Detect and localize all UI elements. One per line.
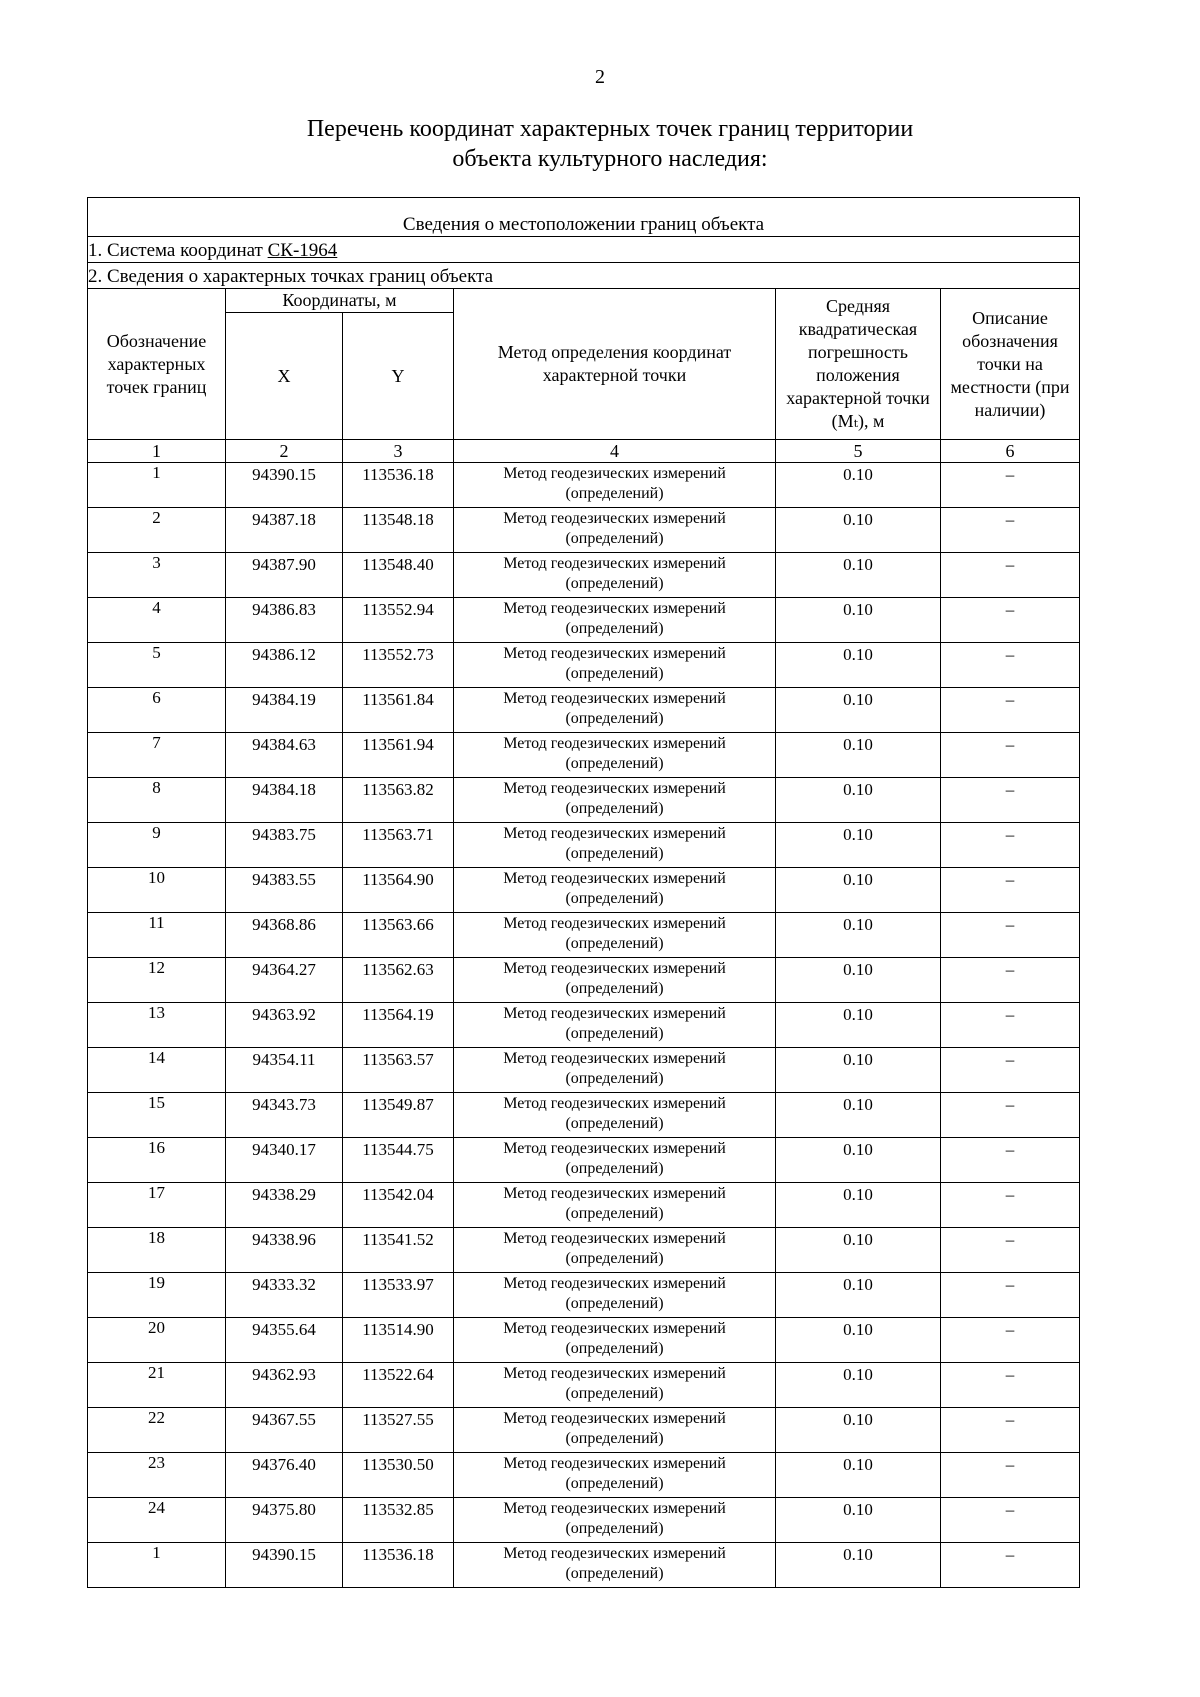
y-coordinate-cell: 113563.82: [343, 778, 454, 823]
y-coordinate-cell: 113527.55: [343, 1408, 454, 1453]
point-number-cell: 15: [88, 1093, 226, 1138]
table-row: [88, 688, 1080, 733]
accuracy-cell: 0.10: [776, 1273, 941, 1318]
method-cell: Метод геодезических измерений (определений): [454, 823, 776, 868]
y-coordinate-cell: 113548.18: [343, 508, 454, 553]
coordinates-table: [87, 197, 1080, 1588]
y-coordinate-cell: 113552.94: [343, 598, 454, 643]
header-accuracy: Средняя квадратическая погрешность положения характерной точки (Mₜ), м: [776, 289, 941, 440]
y-coordinate-cell: 113564.19: [343, 1003, 454, 1048]
table-row: [88, 733, 1080, 778]
method-cell: Метод геодезических измерений (определений): [454, 1498, 776, 1543]
point-number-cell: 12: [88, 958, 226, 1003]
description-cell: –: [941, 553, 1080, 598]
header-x: X: [226, 313, 343, 440]
y-coordinate-cell: 113562.63: [343, 958, 454, 1003]
x-coordinate-cell: 94364.27: [226, 958, 343, 1003]
accuracy-cell: 0.10: [776, 1183, 941, 1228]
x-coordinate-cell: 94340.17: [226, 1138, 343, 1183]
column-number: 2: [226, 440, 343, 463]
y-coordinate-cell: 113541.52: [343, 1228, 454, 1273]
description-cell: –: [941, 823, 1080, 868]
table-row: [88, 868, 1080, 913]
point-number-cell: 3: [88, 553, 226, 598]
x-coordinate-cell: 94387.90: [226, 553, 343, 598]
method-cell: Метод геодезических измерений (определений): [454, 1363, 776, 1408]
method-cell: Метод геодезических измерений (определений): [454, 1003, 776, 1048]
description-cell: –: [941, 643, 1080, 688]
table-row: [88, 1318, 1080, 1363]
header-description: Описание обозначения точки на местности (при наличии): [941, 289, 1080, 440]
x-coordinate-cell: 94355.64: [226, 1318, 343, 1363]
x-coordinate-cell: 94383.75: [226, 823, 343, 868]
coordinate-system-row: [88, 237, 1080, 263]
method-cell: Метод геодезических измерений (определений): [454, 1138, 776, 1183]
x-coordinate-cell: 94376.40: [226, 1453, 343, 1498]
y-coordinate-cell: 113563.57: [343, 1048, 454, 1093]
coordinate-system-label: 1. Система координат: [88, 240, 263, 261]
y-coordinate-cell: 113522.64: [343, 1363, 454, 1408]
x-coordinate-cell: 94384.19: [226, 688, 343, 733]
accuracy-cell: 0.10: [776, 1228, 941, 1273]
table-row: [88, 1093, 1080, 1138]
x-coordinate-cell: 94343.73: [226, 1093, 343, 1138]
x-coordinate-cell: 94386.83: [226, 598, 343, 643]
point-number-cell: 24: [88, 1498, 226, 1543]
description-cell: –: [941, 1003, 1080, 1048]
description-cell: –: [941, 868, 1080, 913]
y-coordinate-cell: 113561.94: [343, 733, 454, 778]
y-coordinate-cell: 113536.18: [343, 1543, 454, 1588]
point-number-cell: 14: [88, 1048, 226, 1093]
x-coordinate-cell: 94375.80: [226, 1498, 343, 1543]
point-number-cell: 5: [88, 643, 226, 688]
description-cell: –: [941, 1138, 1080, 1183]
point-number-cell: 13: [88, 1003, 226, 1048]
method-cell: Метод геодезических измерений (определений): [454, 1228, 776, 1273]
method-cell: Метод геодезических измерений (определений): [454, 1543, 776, 1588]
method-cell: Метод геодезических измерений (определений): [454, 913, 776, 958]
accuracy-cell: 0.10: [776, 1543, 941, 1588]
table-row: [88, 823, 1080, 868]
page-number: 2: [595, 66, 605, 88]
y-coordinate-cell: 113548.40: [343, 553, 454, 598]
x-coordinate-cell: 94368.86: [226, 913, 343, 958]
point-number-cell: 18: [88, 1228, 226, 1273]
accuracy-cell: 0.10: [776, 1048, 941, 1093]
point-number-cell: 17: [88, 1183, 226, 1228]
accuracy-cell: 0.10: [776, 823, 941, 868]
x-coordinate-cell: 94390.15: [226, 1543, 343, 1588]
accuracy-cell: 0.10: [776, 1093, 941, 1138]
description-cell: –: [941, 913, 1080, 958]
x-coordinate-cell: 94386.12: [226, 643, 343, 688]
x-coordinate-cell: 94333.32: [226, 1273, 343, 1318]
method-cell: Метод геодезических измерений (определений): [454, 688, 776, 733]
point-number-cell: 6: [88, 688, 226, 733]
table-row: [88, 643, 1080, 688]
method-cell: Метод геодезических измерений (определений): [454, 508, 776, 553]
y-coordinate-cell: 113549.87: [343, 1093, 454, 1138]
method-cell: Метод геодезических измерений (определений): [454, 778, 776, 823]
y-coordinate-cell: 113542.04: [343, 1183, 454, 1228]
x-coordinate-cell: 94354.11: [226, 1048, 343, 1093]
table-row: [88, 913, 1080, 958]
method-cell: Метод геодезических измерений (определений): [454, 553, 776, 598]
accuracy-cell: 0.10: [776, 868, 941, 913]
accuracy-cell: 0.10: [776, 1498, 941, 1543]
column-numbers-row: [88, 440, 1080, 463]
point-number-cell: 11: [88, 913, 226, 958]
header-coordinates: Координаты, м: [226, 289, 454, 313]
method-cell: Метод геодезических измерений (определений): [454, 1453, 776, 1498]
column-number: 5: [776, 440, 941, 463]
column-number: 6: [941, 440, 1080, 463]
x-coordinate-cell: 94363.92: [226, 1003, 343, 1048]
method-cell: Метод геодезических измерений (определений): [454, 598, 776, 643]
point-number-cell: 1: [88, 1543, 226, 1588]
table-row: [88, 1183, 1080, 1228]
x-coordinate-cell: 94384.18: [226, 778, 343, 823]
method-cell: Метод геодезических измерений (определений): [454, 1093, 776, 1138]
point-number-cell: 1: [88, 463, 226, 508]
x-coordinate-cell: 94390.15: [226, 463, 343, 508]
table-row: [88, 1453, 1080, 1498]
table-row: [88, 508, 1080, 553]
description-cell: –: [941, 1318, 1080, 1363]
table-row: [88, 598, 1080, 643]
x-coordinate-cell: 94367.55: [226, 1408, 343, 1453]
point-number-cell: 16: [88, 1138, 226, 1183]
document-title-line-2: объекта культурного наследия:: [452, 146, 768, 172]
method-cell: Метод геодезических измерений (определений): [454, 733, 776, 778]
y-coordinate-cell: 113530.50: [343, 1453, 454, 1498]
column-number: 3: [343, 440, 454, 463]
x-coordinate-cell: 94362.93: [226, 1363, 343, 1408]
description-cell: –: [941, 733, 1080, 778]
point-number-cell: 8: [88, 778, 226, 823]
table-row: [88, 553, 1080, 598]
description-cell: –: [941, 463, 1080, 508]
y-coordinate-cell: 113544.75: [343, 1138, 454, 1183]
x-coordinate-cell: 94338.96: [226, 1228, 343, 1273]
accuracy-cell: 0.10: [776, 463, 941, 508]
description-cell: –: [941, 1363, 1080, 1408]
accuracy-cell: 0.10: [776, 688, 941, 733]
description-cell: –: [941, 688, 1080, 733]
y-coordinate-cell: 113552.73: [343, 643, 454, 688]
table-row: [88, 1228, 1080, 1273]
accuracy-cell: 0.10: [776, 1408, 941, 1453]
table-row: [88, 1048, 1080, 1093]
y-coordinate-cell: 113561.84: [343, 688, 454, 733]
document-title: [0, 114, 1200, 174]
table-row: [88, 1543, 1080, 1588]
description-cell: –: [941, 1498, 1080, 1543]
point-number-cell: 9: [88, 823, 226, 868]
y-coordinate-cell: 113536.18: [343, 463, 454, 508]
method-cell: Метод геодезических измерений (определений): [454, 463, 776, 508]
table-row: [88, 1408, 1080, 1453]
point-number-cell: 23: [88, 1453, 226, 1498]
description-cell: –: [941, 1543, 1080, 1588]
description-cell: –: [941, 958, 1080, 1003]
description-cell: –: [941, 778, 1080, 823]
method-cell: Метод геодезических измерений (определений): [454, 1408, 776, 1453]
accuracy-cell: 0.10: [776, 778, 941, 823]
method-cell: Метод геодезических измерений (определений): [454, 868, 776, 913]
header-y: Y: [343, 313, 454, 440]
point-number-cell: 7: [88, 733, 226, 778]
point-number-cell: 20: [88, 1318, 226, 1363]
accuracy-cell: 0.10: [776, 508, 941, 553]
table-row: [88, 463, 1080, 508]
accuracy-cell: 0.10: [776, 598, 941, 643]
description-cell: –: [941, 1093, 1080, 1138]
y-coordinate-cell: 113532.85: [343, 1498, 454, 1543]
header-designation: Обозначение характерных точек границ: [88, 289, 226, 440]
y-coordinate-cell: 113564.90: [343, 868, 454, 913]
table-row: [88, 1363, 1080, 1408]
table-row: [88, 1138, 1080, 1183]
method-cell: Метод геодезических измерений (определений): [454, 1273, 776, 1318]
description-cell: –: [941, 508, 1080, 553]
method-cell: Метод геодезических измерений (определений): [454, 643, 776, 688]
table-row: [88, 1003, 1080, 1048]
table-row: [88, 1498, 1080, 1543]
points-section-label: 2. Сведения о характерных точках границ объекта: [88, 263, 1080, 289]
accuracy-cell: 0.10: [776, 1363, 941, 1408]
table-row: [88, 1273, 1080, 1318]
accuracy-cell: 0.10: [776, 553, 941, 598]
point-number-cell: 2: [88, 508, 226, 553]
header-method: Метод определения координат характерной точки: [454, 289, 776, 440]
x-coordinate-cell: 94338.29: [226, 1183, 343, 1228]
y-coordinate-cell: 113514.90: [343, 1318, 454, 1363]
description-cell: –: [941, 1408, 1080, 1453]
method-cell: Метод геодезических измерений (определений): [454, 1318, 776, 1363]
accuracy-cell: 0.10: [776, 1138, 941, 1183]
y-coordinate-cell: 113533.97: [343, 1273, 454, 1318]
method-cell: Метод геодезических измерений (определений): [454, 958, 776, 1003]
point-number-cell: 22: [88, 1408, 226, 1453]
column-number: 1: [88, 440, 226, 463]
y-coordinate-cell: 113563.66: [343, 913, 454, 958]
description-cell: –: [941, 1453, 1080, 1498]
accuracy-cell: 0.10: [776, 913, 941, 958]
description-cell: –: [941, 598, 1080, 643]
description-cell: –: [941, 1228, 1080, 1273]
description-cell: –: [941, 1183, 1080, 1228]
accuracy-cell: 0.10: [776, 643, 941, 688]
accuracy-cell: 0.10: [776, 1453, 941, 1498]
accuracy-cell: 0.10: [776, 958, 941, 1003]
section-title: Сведения о местоположении границ объекта: [88, 198, 1080, 237]
table-row: [88, 958, 1080, 1003]
method-cell: Метод геодезических измерений (определений): [454, 1048, 776, 1093]
document-title-line-1: Перечень координат характерных точек границ территории: [306, 116, 914, 142]
x-coordinate-cell: 94383.55: [226, 868, 343, 913]
point-number-cell: 21: [88, 1363, 226, 1408]
description-cell: –: [941, 1273, 1080, 1318]
column-number: 4: [454, 440, 776, 463]
point-number-cell: 19: [88, 1273, 226, 1318]
description-cell: –: [941, 1048, 1080, 1093]
accuracy-cell: 0.10: [776, 1318, 941, 1363]
method-cell: Метод геодезических измерений (определений): [454, 1183, 776, 1228]
table-row: [88, 778, 1080, 823]
coordinate-system-value: СК-1964: [267, 240, 338, 261]
point-number-cell: 4: [88, 598, 226, 643]
point-number-cell: 10: [88, 868, 226, 913]
accuracy-cell: 0.10: [776, 1003, 941, 1048]
accuracy-cell: 0.10: [776, 733, 941, 778]
x-coordinate-cell: 94384.63: [226, 733, 343, 778]
x-coordinate-cell: 94387.18: [226, 508, 343, 553]
y-coordinate-cell: 113563.71: [343, 823, 454, 868]
